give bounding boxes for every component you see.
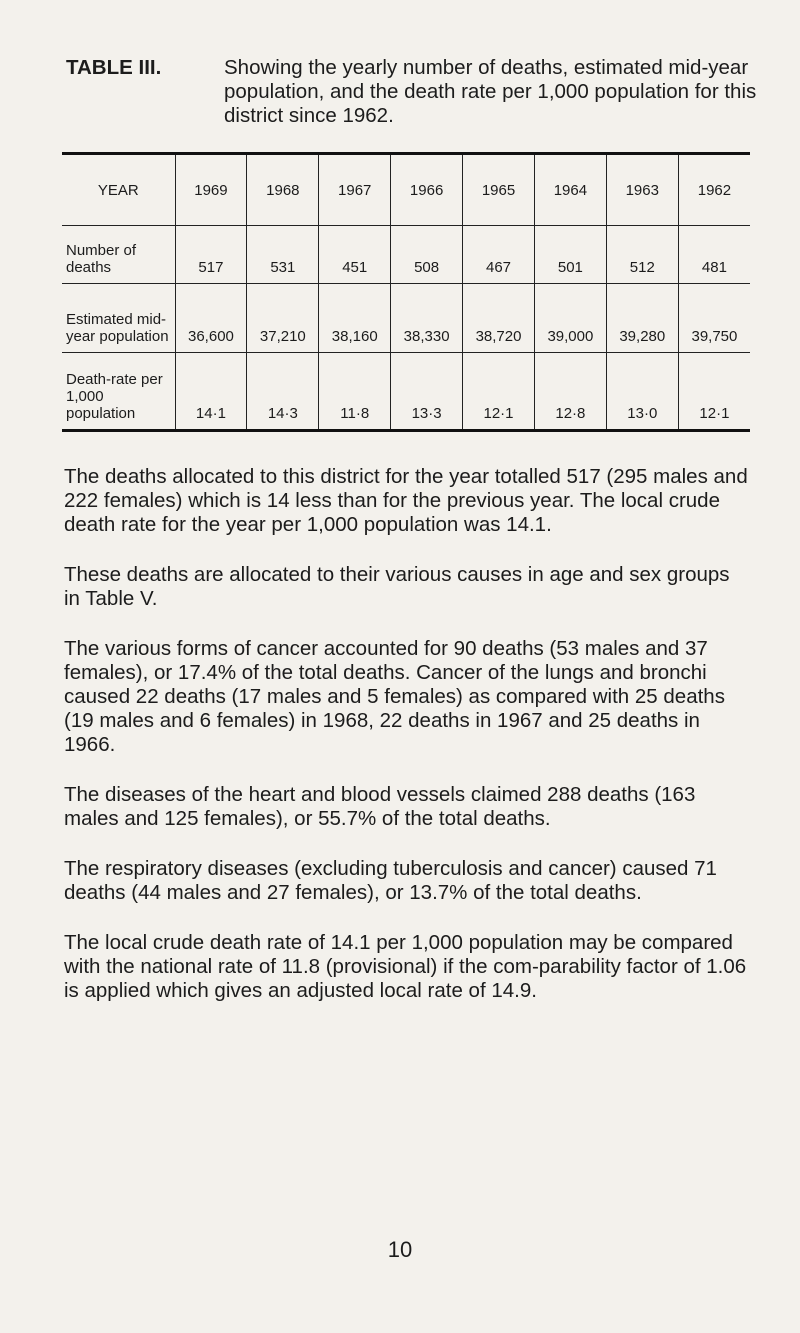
table-cell: 39,750: [678, 284, 750, 353]
paragraph: The diseases of the heart and blood vessels claimed 288 deaths (163 males and 125 females), or 55.7% of the total deaths.: [64, 783, 696, 830]
table-row: [62, 353, 750, 431]
table-cell: 14·1: [175, 353, 247, 431]
paragraph: The deaths allocated to this district for the year totalled 517 (295 males and 222 females) which is 14 less than for the previous year. The local crude death rate for the year per 1,000 population was 14.1.: [64, 465, 748, 536]
header-cell: 1968: [247, 154, 319, 226]
table-cell: 39,280: [606, 284, 678, 353]
deaths-table: [62, 152, 750, 432]
header-cell: 1962: [678, 154, 750, 226]
row-label: Number of deaths: [62, 226, 175, 284]
table-caption-text: Showing the yearly number of deaths, estimated mid-year population, and the death rate per 1,000 population for this district since 1962.: [224, 56, 757, 127]
table-cell: 38,330: [391, 284, 463, 353]
header-cell: 1966: [391, 154, 463, 226]
table-cell: 517: [175, 226, 247, 284]
table-cell: 39,000: [534, 284, 606, 353]
table-cell: 36,600: [175, 284, 247, 353]
header-cell: YEAR: [62, 154, 175, 226]
table-cell: 451: [319, 226, 391, 284]
table-cell: 531: [247, 226, 319, 284]
table-cell: 37,210: [247, 284, 319, 353]
table-cell: 12·1: [678, 353, 750, 431]
header-cell: 1967: [319, 154, 391, 226]
paragraph: The local crude death rate of 14.1 per 1,000 population may be compared with the national rate of 11.8 (provisional) if the com-parability factor of 1.06 is applied which gives an adjusted local rate of 14.9.: [64, 931, 747, 1002]
page-number: 10: [387, 1237, 413, 1262]
table-row: [62, 284, 750, 353]
table-caption-label: TABLE III.: [66, 56, 162, 79]
row-label: Estimated mid-year population: [62, 284, 175, 353]
table-cell: 14·3: [247, 353, 319, 431]
table-cell: 512: [606, 226, 678, 284]
header-cell: 1969: [175, 154, 247, 226]
body-text: [64, 465, 750, 1003]
header-cell: 1964: [534, 154, 606, 226]
table-cell: 11·8: [319, 353, 391, 431]
header-cell: 1963: [606, 154, 678, 226]
paragraph: These deaths are allocated to their various causes in age and sex groups in Table V.: [64, 563, 730, 610]
table-cell: 12·8: [534, 353, 606, 431]
table-header-row: [62, 154, 750, 226]
header-cell: 1965: [463, 154, 535, 226]
table-cell: 38,720: [463, 284, 535, 353]
paragraph: The various forms of cancer accounted for 90 deaths (53 males and 37 females), or 17.4% of the total deaths. Cancer of the lungs and bronchi caused 22 deaths (17 males and 5 females) as compared with 25 deaths (19 males and 6 females) in 1968, 22 deaths in 1967 and 25 deaths in 1966.: [64, 637, 725, 756]
table-cell: 13·3: [391, 353, 463, 431]
table-cell: 38,160: [319, 284, 391, 353]
row-label: Death-rate per 1,000 population: [62, 353, 175, 431]
table-cell: 12·1: [463, 353, 535, 431]
table-cell: 508: [391, 226, 463, 284]
table-cell: 13·0: [606, 353, 678, 431]
paragraph: The respiratory diseases (excluding tuberculosis and cancer) caused 71 deaths (44 males and 27 females), or 13.7% of the total deaths.: [64, 857, 717, 904]
table-cell: 467: [463, 226, 535, 284]
table-row: [62, 226, 750, 284]
table-cell: 481: [678, 226, 750, 284]
table-cell: 501: [534, 226, 606, 284]
